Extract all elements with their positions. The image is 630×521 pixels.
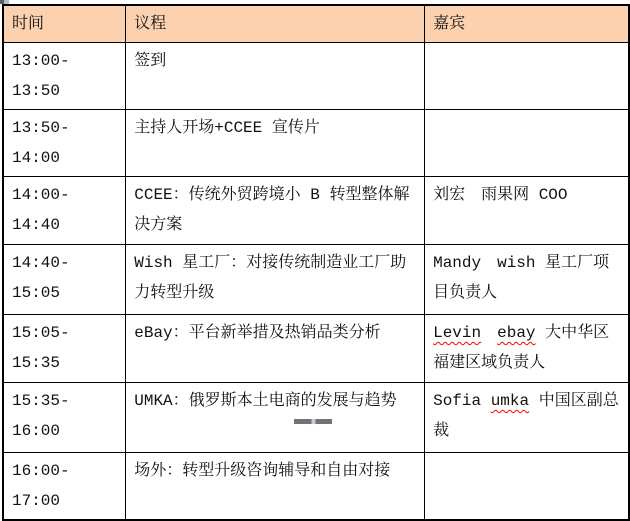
cell-time: 15:35-16:00: [3, 383, 126, 453]
cell-guest: [425, 383, 629, 453]
header-agenda: 议程: [126, 5, 425, 43]
cell-agenda: 签到: [126, 43, 425, 110]
header-guest: 嘉宾: [425, 5, 629, 43]
horizontal-scrollbar-thumb[interactable]: [294, 419, 332, 424]
cell-agenda: 主持人开场+CCEE 宣传片: [126, 110, 425, 177]
table-row: [3, 110, 629, 177]
cell-time: 14:00-14:40: [3, 177, 126, 245]
cell-guest: [425, 315, 629, 383]
guest-text: [481, 324, 497, 342]
cell-agenda: CCEE：传统外贸跨境小 B 转型整体解决方案: [126, 177, 425, 245]
cell-time: 16:00-17:00: [3, 453, 126, 521]
spellcheck-word: ebay: [497, 324, 536, 342]
spellcheck-word: umka: [490, 392, 530, 410]
cell-guest: 刘宏 雨果网 COO: [425, 177, 629, 245]
guest-text: 中国区副总裁: [433, 392, 619, 440]
cell-time: 14:40-15:05: [3, 245, 126, 315]
guest-text: 大中华区福建区域负责人: [433, 324, 610, 372]
table-row: [3, 453, 629, 521]
cell-agenda: UMKA：俄罗斯本土电商的发展与趋势: [126, 383, 425, 453]
cell-guest: [425, 43, 629, 110]
cell-guest: [425, 110, 629, 177]
cell-guest: Mandy wish 星工厂项目负责人: [425, 245, 629, 315]
spellcheck-word: Levin: [433, 324, 482, 342]
header-row: [3, 5, 629, 43]
cell-agenda: 场外：转型升级咨询辅导和自由对接: [126, 453, 425, 521]
guest-text: Sofia: [433, 392, 491, 410]
cell-time: 15:05-15:35: [3, 315, 126, 383]
table-row: [3, 177, 629, 245]
cell-time: 13:50-14:00: [3, 110, 126, 177]
cell-agenda: eBay：平台新举措及热销品类分析: [126, 315, 425, 383]
table-row: [3, 245, 629, 315]
schedule-table: [2, 4, 630, 521]
table-row: [3, 315, 629, 383]
table-row: [3, 383, 629, 453]
cell-guest: [425, 453, 629, 521]
cell-agenda: Wish 星工厂：对接传统制造业工厂助力转型升级: [126, 245, 425, 315]
cell-time: 13:00-13:50: [3, 43, 126, 110]
header-time: 时间: [3, 5, 126, 43]
table-row: [3, 43, 629, 110]
